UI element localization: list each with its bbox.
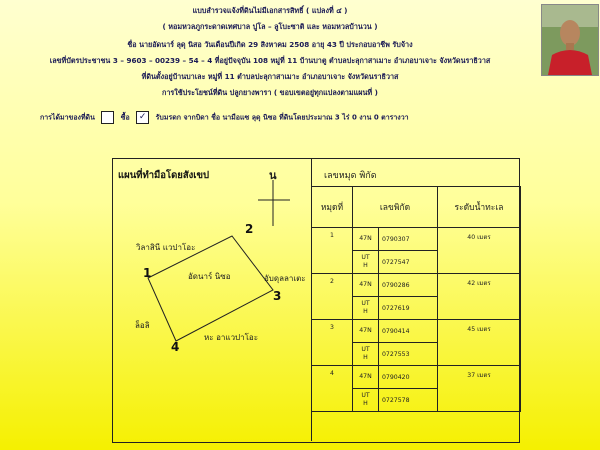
acquisition-prefix: การได้มาของที่ดิน: [40, 113, 95, 122]
coordinate-table: [311, 186, 521, 412]
zone: 47N: [353, 228, 379, 251]
form-subtitle: ( หอมหวลภูกระดาดเทศบาล ปูโล – ลูโบะซาติ และ หอมหวลบ้านวน ): [162, 22, 378, 31]
neighbor-south: หะ อาแวปาโอะ: [204, 333, 259, 342]
easting: 0790414: [379, 320, 438, 343]
land-use-line: การใช้ประโยชน์ที่ดิน ปลูกยางพารา ( ขอบเขตอยู่ทุกแปลงตามแผนที่ ): [162, 88, 378, 97]
col-header-coord: เลขพิกัด: [353, 187, 438, 228]
utm-label: UT H: [353, 297, 379, 320]
table-row: [312, 366, 521, 389]
land-location-line: ที่ดินตั้งอยู่บ้านบาเละ หมู่ที่ 11 ตำบลปะลุกาสาเมาะ อำเภอบาเจาะ จังหวัดนราธิวาส: [141, 72, 399, 81]
plot-owner-label: อัดนาร์ นิซอ: [188, 272, 231, 281]
easting: 0790286: [379, 274, 438, 297]
coord-title: เลขหมุด พิกัด: [324, 171, 377, 181]
corner-1: 1: [143, 266, 152, 280]
point-no: 1: [312, 228, 353, 274]
point-no: 2: [312, 274, 353, 320]
inheritance-checkbox[interactable]: ✓: [136, 111, 149, 124]
table-row: [312, 228, 521, 251]
point-no: 3: [312, 320, 353, 366]
table-row: [312, 274, 521, 297]
id-address-line: เลขที่บัตรประชาชน 3 – 9603 – 00239 – 54 – 4 ที่อยู่ปัจจุบัน 108 หมู่ที่ 11 บ้านบาตู ตำบลปะลุกาสาเมาะ อำเภอบาเจาะ จังหวัดนราธิวาส: [49, 56, 491, 65]
corner-2: 2: [245, 222, 254, 236]
elevation: 45 เมตร: [438, 320, 521, 366]
corner-4: 4: [171, 340, 180, 354]
north-label: น: [269, 169, 277, 182]
owner-info-line: ชื่อ นายอัดนาร์ ลุดุ นิสอ วันเดือนปีเกิด 29 สิงหาคม 2508 อายุ 43 ปี ประกอบอาชีพ รับจ้าง: [127, 40, 413, 49]
neighbor-north: วิลาสินี แวปาโอะ: [136, 243, 196, 252]
easting: 0790307: [379, 228, 438, 251]
form-title: แบบสำรวจแจ้งที่ดินไม่มีเอกสารสิทธิ์ ( แปลงที่ ๔ ): [192, 6, 348, 15]
purchase-label: ซื้อ: [120, 113, 130, 122]
elevation: 42 เมตร: [438, 274, 521, 320]
utm-label: UT H: [353, 389, 379, 412]
inheritance-label: รับมรดก: [155, 113, 181, 122]
zone: 47N: [353, 274, 379, 297]
utm-label: UT H: [353, 251, 379, 274]
corner-3: 3: [273, 289, 282, 303]
table-row: [312, 320, 521, 343]
northing: 0727547: [379, 251, 438, 274]
neighbor-west: ล็อลิ: [135, 321, 150, 330]
map-title: แผนที่ทำมือโดยสังเขป: [118, 170, 210, 181]
neighbor-east: อับดุลลาเตะ: [264, 274, 306, 283]
utm-label: UT H: [353, 343, 379, 366]
zone: 47N: [353, 366, 379, 389]
col-header-elevation: ระดับน้ำทะเล: [438, 187, 521, 228]
point-no: 4: [312, 366, 353, 412]
northing: 0727578: [379, 389, 438, 412]
elevation: 40 เมตร: [438, 228, 521, 274]
zone: 47N: [353, 320, 379, 343]
easting: 0790420: [379, 366, 438, 389]
northing: 0727553: [379, 343, 438, 366]
elevation: 37 เมตร: [438, 366, 521, 412]
northing: 0727619: [379, 297, 438, 320]
acquisition-details: จากบิดา ชื่อ นามือแซ ลุดุ นิซอ ที่ดินโดยประมาณ 3 ไร่ 0 งาน 0 ตารางวา: [183, 113, 409, 122]
col-header-point: หมุดที่: [312, 187, 353, 228]
